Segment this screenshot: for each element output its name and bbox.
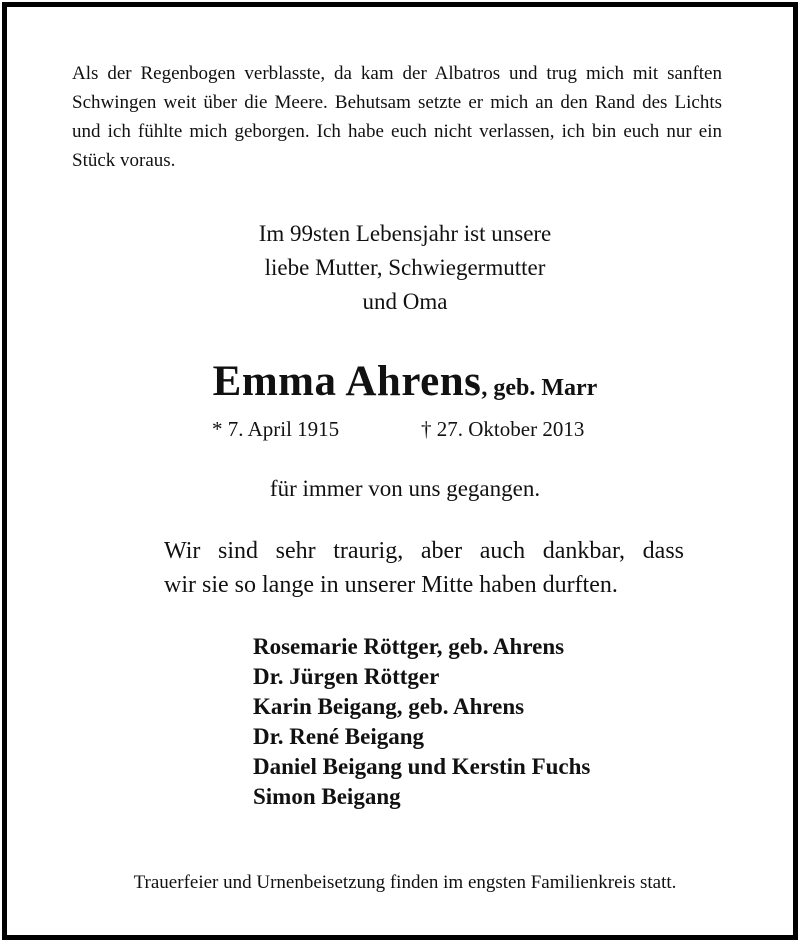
deceased-name-line — [7, 357, 800, 406]
intro-text — [7, 217, 800, 319]
family-member: Dr. René Beigang — [253, 724, 425, 749]
obituary-notice — [2, 2, 798, 940]
intro-line-2: liebe Mutter, Schwiegermutter — [264, 255, 546, 280]
sentiment-text — [164, 534, 684, 602]
family-member: Dr. Jürgen Röttger — [253, 664, 440, 689]
sentiment-line-1: Wir sind sehr traurig, aber auch dankbar, dass — [164, 538, 684, 564]
birth-date: * 7. April 1915 — [212, 417, 340, 441]
maiden-name: , geb. Marr — [481, 375, 598, 401]
poem-text: Als der Regenbogen verblasste, da kam der Albatros und trug mich mit sanften Schwingen weit über die Meere. Behutsam setzte er mich an den Rand des Lichts und ich fühlte mich geborgen. Ich habe euch nicht verlassen, ich bin euch nur ein Stück voraus. — [72, 63, 722, 171]
intro-line-3: und Oma — [362, 289, 448, 314]
family-member: Daniel Beigang und Kerstin Fuchs — [253, 754, 591, 779]
funeral-note: Trauerfeier und Urnenbeisetzung finden im engsten Familienkreis statt. — [133, 872, 677, 893]
family-list — [253, 632, 590, 812]
death-date: † 27. Oktober 2013 — [421, 417, 585, 441]
deceased-name: Emma Ahrens — [212, 358, 482, 405]
family-member: Karin Beigang, geb. Ahrens — [253, 694, 525, 719]
intro-line-1: Im 99sten Lebensjahr ist unsere — [258, 221, 552, 246]
family-member: Rosemarie Röttger, geb. Ahrens — [253, 634, 565, 659]
family-member: Simon Beigang — [253, 784, 401, 809]
sentiment-line-2: wir sie so lange in unserer Mitte haben durften. — [164, 572, 618, 598]
passed-text: für immer von uns gegangen. — [269, 476, 541, 501]
